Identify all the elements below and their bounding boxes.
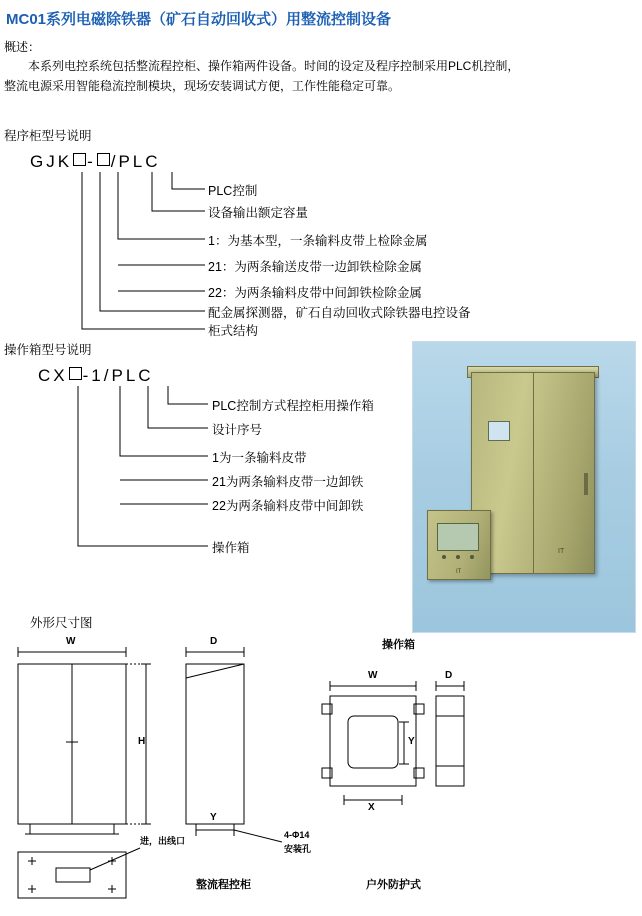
dim-label-y-side: Y [210,812,217,823]
operation-box-button [456,555,460,559]
dim-note-holes: 4-Φ14 [284,830,310,840]
overview-text [4,56,624,96]
box-model-code [38,366,154,386]
cabinet-code-sep2: / [110,152,119,171]
box-code-num: 1 [91,366,104,385]
dimension-section-heading: 外形尺寸图 [30,616,93,630]
cabinet-section-heading: 程序柜型号说明 [4,129,92,143]
dim-label-box-x: X [368,802,375,813]
box-code-box-1 [69,367,82,380]
cabinet-legend-3: 21：为两条输送皮带一边卸铁检除金属 [208,260,422,274]
cabinet-logo: IT [558,548,565,555]
cabinet-code-box-2 [97,153,110,166]
box-section-heading: 操作箱型号说明 [4,343,92,357]
box-legend-5: 操作箱 [212,541,250,555]
cabinet-door-split [533,373,534,573]
box-legend-1: 设计序号 [212,423,263,437]
operation-box-image [427,510,491,580]
cabinet-code-prefix: GJK [30,152,73,171]
box-drawing-title: 操作箱 [382,639,415,651]
dim-label-box-w: W [368,670,378,681]
dim-label-d-side: D [210,636,218,647]
box-legend-0: PLC控制方式程控柜用操作箱 [212,399,374,413]
operation-box-logo: IT [456,569,462,575]
box-code-suffix: PLC [111,366,154,385]
cabinet-legend-1: 设备输出额定容量 [208,206,309,220]
dim-label-w-front: W [66,636,76,647]
dim-note-holes-2: 安装孔 [284,844,312,854]
cabinet-code-sep1: - [87,152,96,171]
dimension-drawings [0,630,642,911]
product-photo [412,341,636,633]
operation-box-button [442,555,446,559]
dim-label-h-front: H [138,736,146,747]
cabinet-legend-6: 柜式结构 [208,324,259,338]
box-code-sep2: / [103,366,112,385]
dim-label-box-d: D [445,670,453,681]
cabinet-code-suffix: PLC [118,152,161,171]
cabinet-legend-0: PLC控制 [208,184,258,198]
box-code-sep1: - [82,366,92,385]
box-legend-4: 22为两条输料皮带中间卸铁 [212,499,364,513]
caption-cabinet: 整流程控柜 [196,879,251,891]
overview-line-1: 本系列电控系统包括整流程控柜、操作箱两件设备。时间的设定及程序控制采用PLC机控制， [28,59,520,73]
operation-box-panel [437,523,479,551]
page-title: MC01系列电磁除铁器（矿石自动回收式）用整流控制设备 [6,11,392,28]
cabinet-model-code [30,152,161,172]
dim-label-box-y: Y [408,736,415,747]
box-legend-3: 21为两条输料皮带一边卸铁 [212,475,364,489]
cabinet-handle [584,473,588,495]
cabinet-legend-5: 配金属探测器，矿石自动回收式除铁器电控设备 [208,306,471,320]
overview-label: 概述： [4,40,41,54]
cabinet-legend-2: 1：为基本型，一条输料皮带上检除金属 [208,234,428,248]
dim-note-inlet: 进，出线口 [140,836,186,846]
cabinet-legend-4: 22：为两条输料皮带中间卸铁检除金属 [208,286,422,300]
dimension-svg [0,630,642,911]
box-legend-2: 1为一条输料皮带 [212,451,307,465]
overview-line-2: 整流电源采用智能稳流控制模块，现场安装调试方便，工作性能稳定可靠。 [4,79,401,93]
caption-outdoor: 户外防护式 [366,879,421,891]
operation-box-button [470,555,474,559]
box-code-prefix: CX [38,366,68,385]
cabinet-code-box-1 [73,153,86,166]
cabinet-window [488,421,510,441]
